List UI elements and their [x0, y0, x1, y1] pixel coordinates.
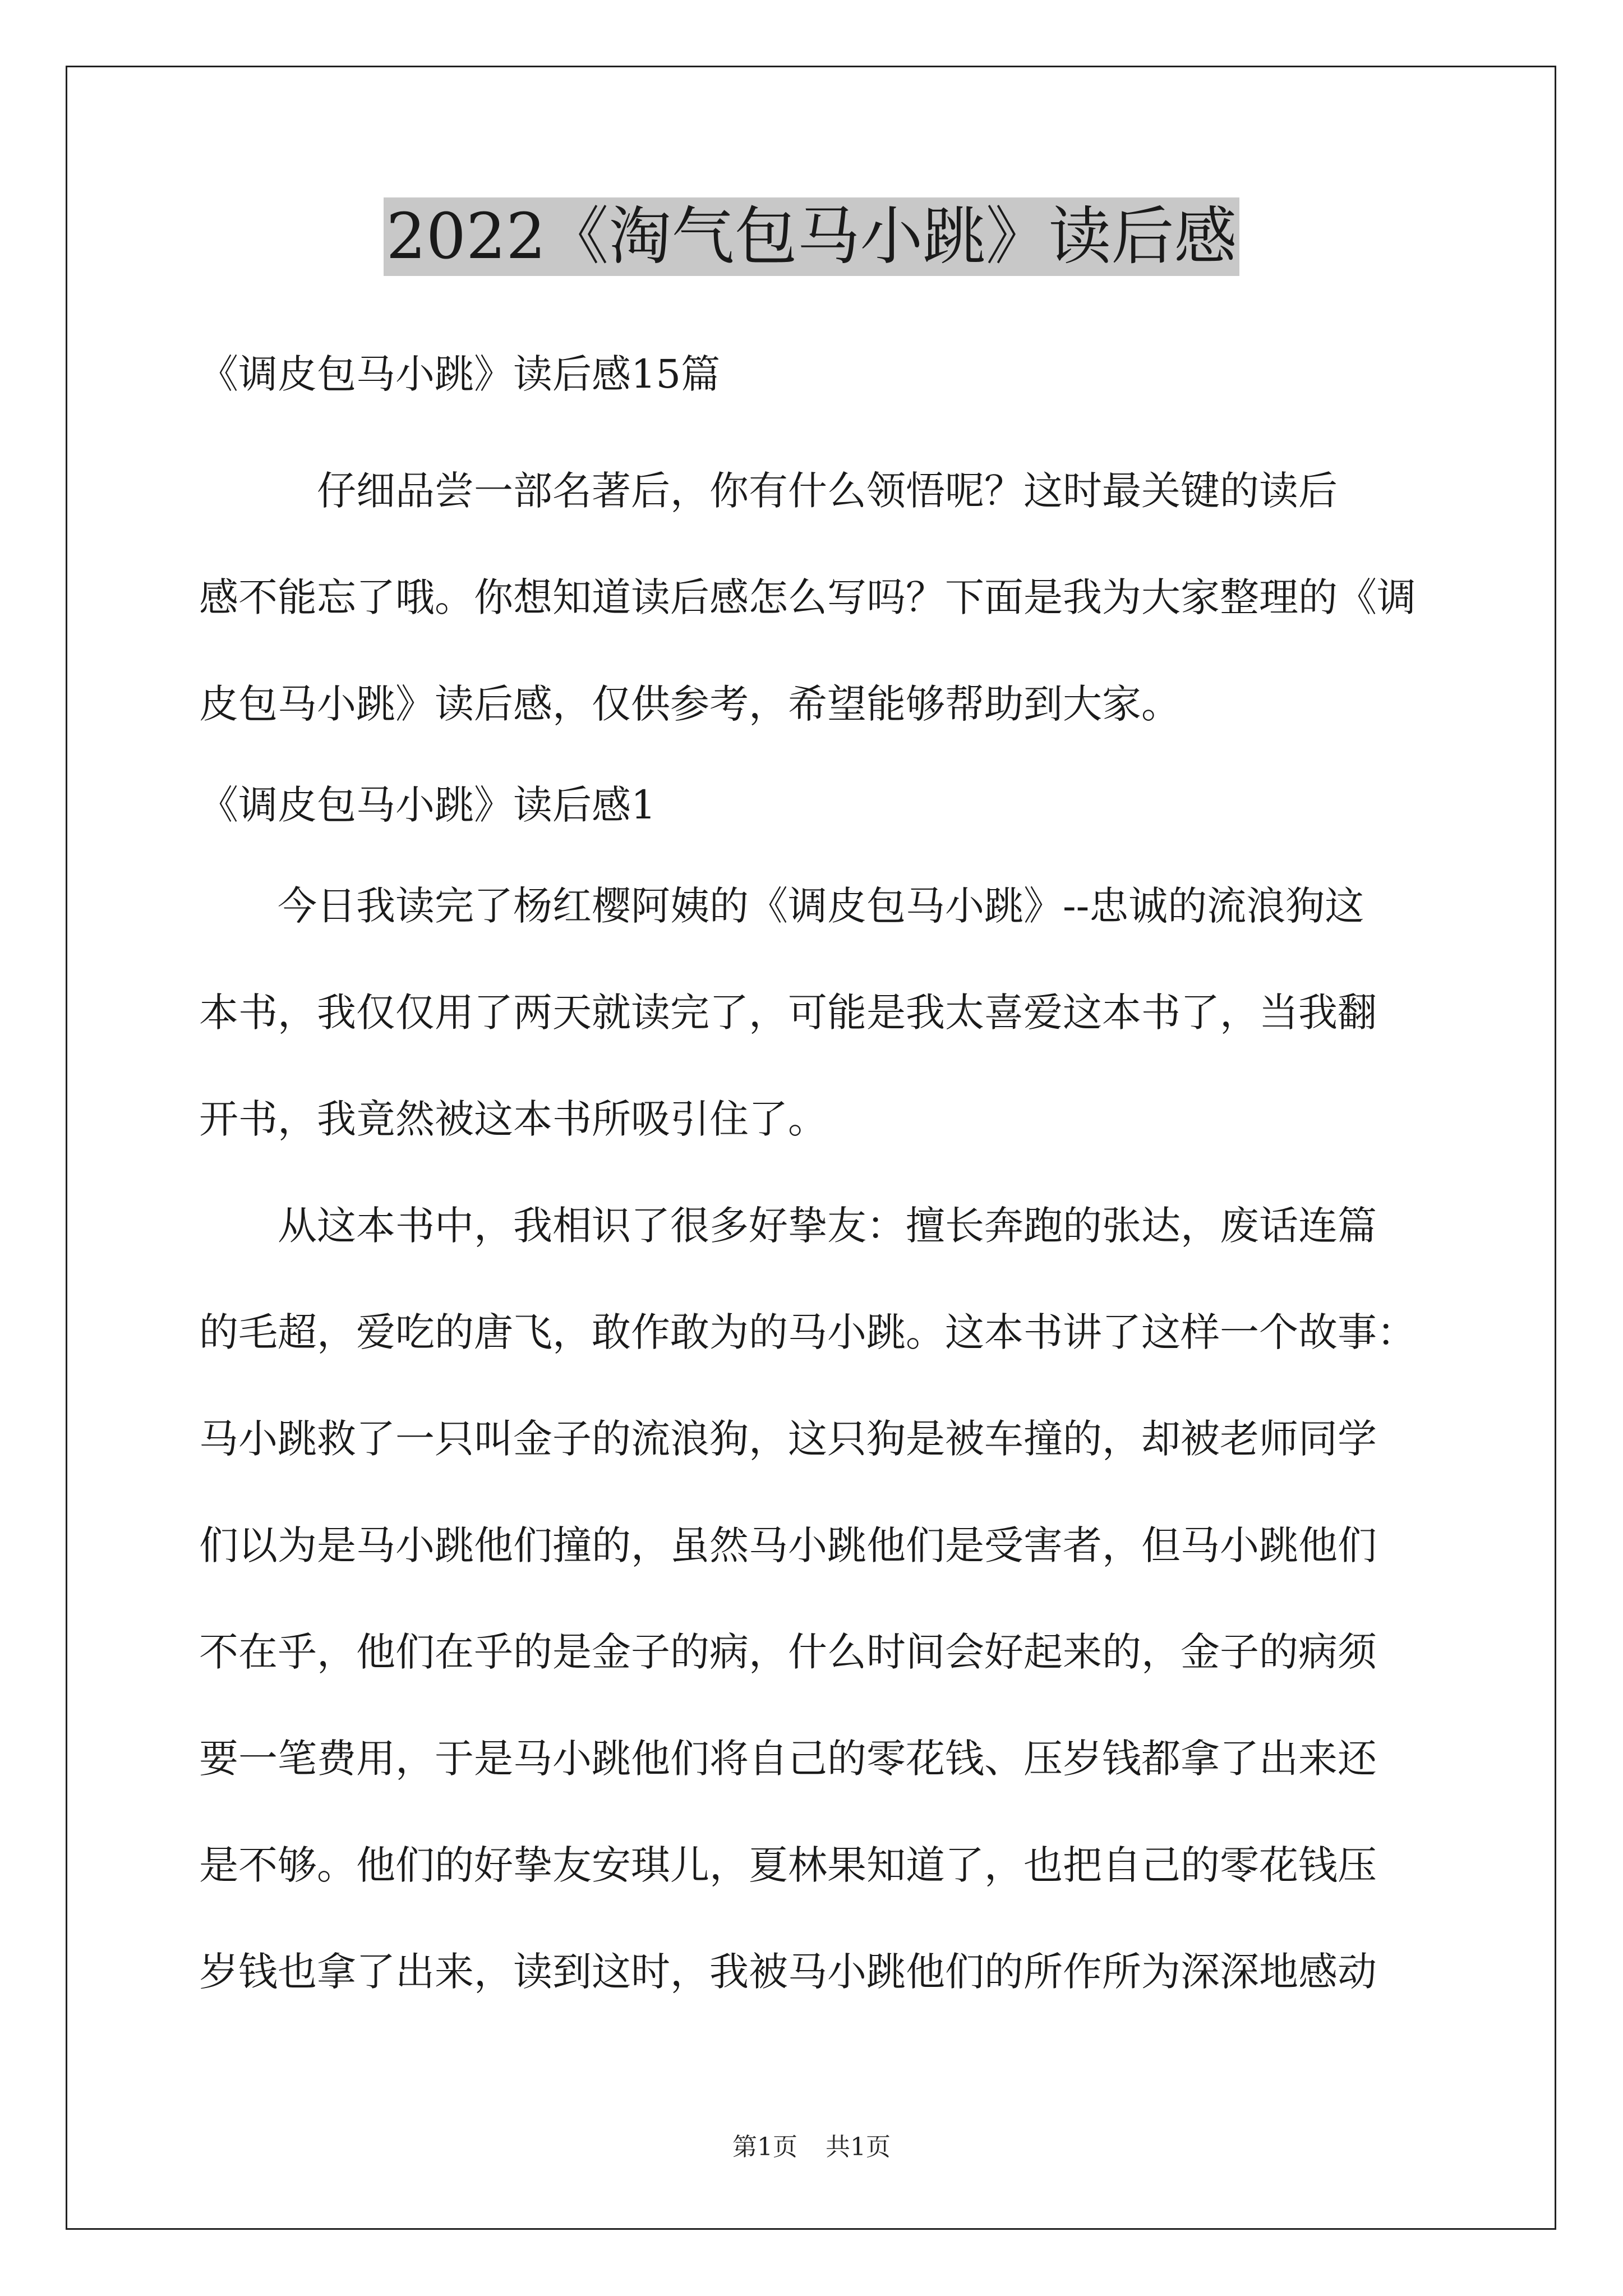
body-line-1: 今日我读完了杨红樱阿姨的《调皮包马小跳》--忠诚的流浪狗这: [199, 883, 1364, 929]
series-heading: 《调皮包马小跳》读后感15篇: [199, 351, 721, 397]
body-line-intro-1: 仔细品尝一部名著后，你有什么领悟呢？这时最关键的读后: [199, 468, 1338, 514]
body-line-3: 开书，我竟然被这本书所吸引住了。: [199, 1096, 827, 1142]
body-line-intro-2: 感不能忘了哦。你想知道读后感怎么写吗？下面是我为大家整理的《调: [199, 574, 1416, 620]
body-line-7: 们以为是马小跳他们撞的，虽然马小跳他们是受害者，但马小跳他们: [199, 1522, 1377, 1568]
document-body: [199, 337, 1438, 2025]
total-pages: 共1页: [826, 2133, 891, 2161]
body-line-10: 是不够。他们的好挚友安琪儿，夏林果知道了，也把自己的零花钱压: [199, 1842, 1377, 1888]
body-line-11: 岁钱也拿了出来，读到这时，我被马小跳他们的所作所为深深地感动: [199, 1949, 1377, 1995]
document-title: 2022《淘气包马小跳》读后感: [384, 197, 1239, 276]
body-line-4: 从这本书中，我相识了很多好挚友：擅长奔跑的张达，废话连篇: [199, 1203, 1377, 1249]
body-line-5: 的毛超，爱吃的唐飞，敢作敢为的马小跳。这本书讲了这样一个故事：: [199, 1309, 1416, 1355]
body-line-8: 不在乎，他们在乎的是金子的病，什么时间会好起来的，金子的病须: [199, 1629, 1377, 1675]
body-line-6: 马小跳救了一只叫金子的流浪狗，这只狗是被车撞的，却被老师同学: [199, 1416, 1377, 1462]
body-line-intro-3: 皮包马小跳》读后感，仅供参考，希望能够帮助到大家。: [199, 681, 1181, 727]
page-number: 第1页: [732, 2133, 797, 2161]
body-line-2: 本书，我仅仅用了两天就读完了，可能是我太喜爱这本书了，当我翻: [199, 990, 1377, 1036]
title-area: [0, 197, 1623, 276]
page-footer: [0, 2131, 1623, 2164]
section-heading: 《调皮包马小跳》读后感1: [199, 782, 656, 828]
body-line-9: 要一笔费用，于是马小跳他们将自己的零花钱、压岁钱都拿了出来还: [199, 1736, 1377, 1782]
